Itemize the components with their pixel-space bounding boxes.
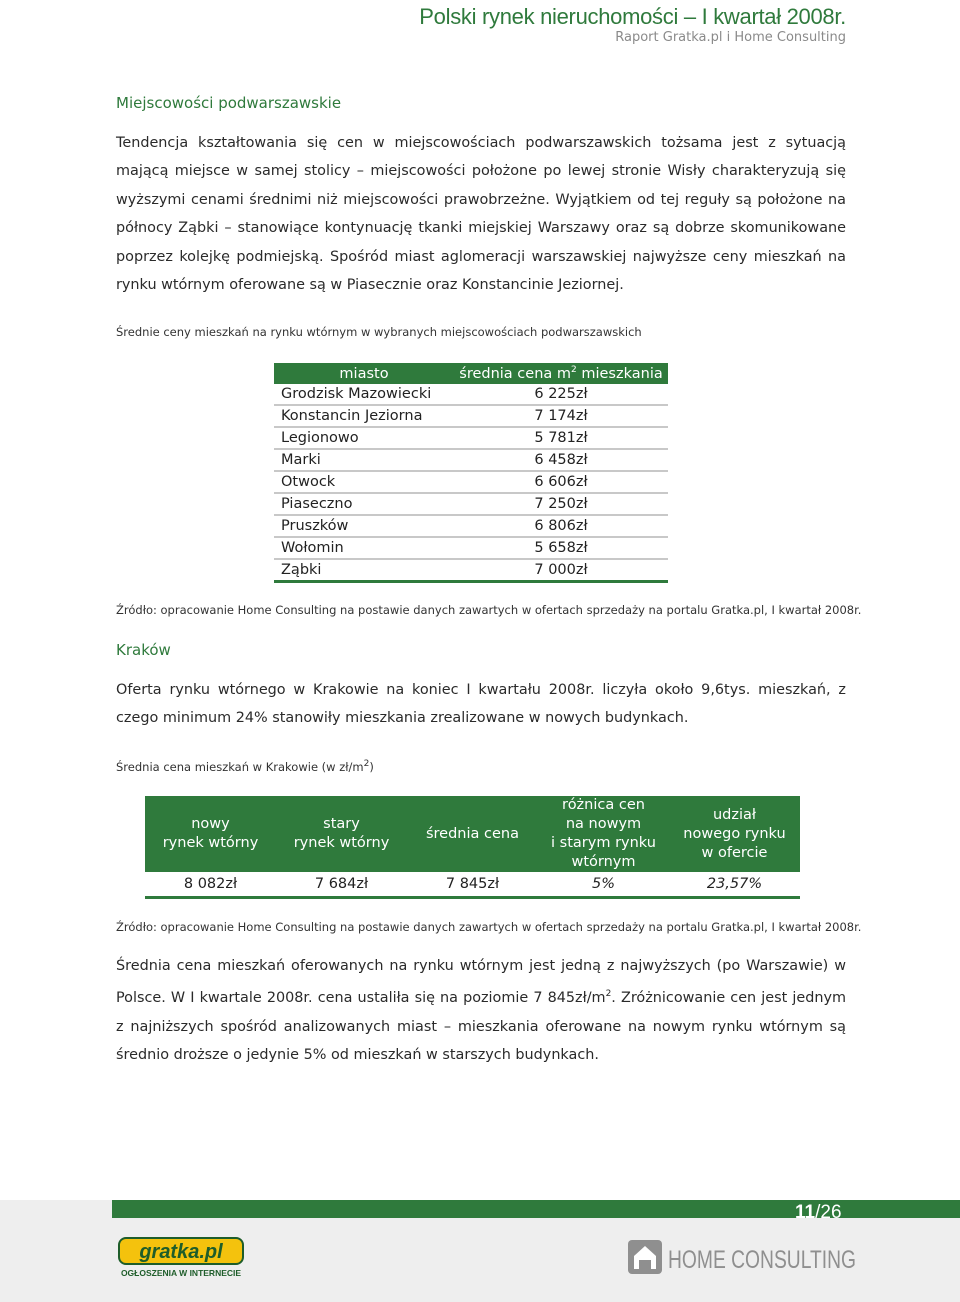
city-cell: Legionowo bbox=[274, 427, 454, 449]
city-cell: Pruszków bbox=[274, 515, 454, 537]
source-note-krakow: Źródło: opracowanie Home Consulting na postawie danych zawartych w ofertach sprzedaży na portalu Gratka.pl, I kwartał 2008r. bbox=[116, 920, 862, 934]
source-note-suburbs: Źródło: opracowanie Home Consulting na postawie danych zawartych w ofertach sprzedaży na portalu Gratka.pl, I kwartał 2008r. bbox=[116, 603, 862, 617]
column-header-old-secondary: stary rynek wtórny bbox=[276, 796, 407, 872]
gratka-logo-text: gratka.pl bbox=[139, 1241, 223, 1263]
paragraph-suburbs: Tendencja kształtowania się cen w miejscowościach podwarszawskich tożsama jest z sytuacją mającą miejsce w samej stolicy – miejscowości położone po lewej stronie Wisły charakteryzują się wyższymi cenami średnimi niż miejscowości prawobrzeżne. Wyjątkiem od tej reguły są położone na północy Ząbki – stanowiące kontynuację tkanki miejskiej Warszawy oraz są dobrze skomunikowane poprzez kolejkę podmiejską. Spośród miast aglomeracji warszawskiej najwyższe ceny mieszkań na rynku wtórnym oferowane są w Piasecznie oraz Konstancinie Jeziornej. bbox=[116, 135, 846, 294]
table-row bbox=[274, 427, 668, 449]
table-caption-krakow bbox=[116, 759, 374, 774]
price-cell: 7 174zł bbox=[454, 405, 668, 427]
value-cell-new-secondary: 8 082zł bbox=[145, 872, 276, 898]
table-row bbox=[274, 515, 668, 537]
home-consulting-logo-text: HOME CONSULTING bbox=[668, 1246, 856, 1274]
city-cell: Marki bbox=[274, 449, 454, 471]
page-total: 26 bbox=[820, 1202, 842, 1223]
price-cell: 5 781zł bbox=[454, 427, 668, 449]
value-cell-price-difference: 5% bbox=[538, 872, 669, 898]
section-heading-krakow: Kraków bbox=[116, 641, 171, 659]
price-cell: 7 250zł bbox=[454, 493, 668, 515]
page-current: 11 bbox=[795, 1202, 816, 1223]
column-header-average-price: średnia cena bbox=[407, 796, 538, 872]
table-row bbox=[274, 471, 668, 493]
table-caption-krakow-sup: 2 bbox=[363, 759, 370, 769]
column-header-price-suffix: mieszkania bbox=[576, 365, 663, 382]
city-cell: Ząbki bbox=[274, 559, 454, 582]
city-cell: Otwock bbox=[274, 471, 454, 493]
value-cell-new-share: 23,57% bbox=[669, 872, 800, 898]
table-row bbox=[274, 537, 668, 559]
home-consulting-logo bbox=[626, 1236, 858, 1276]
value-cell-old-secondary: 7 684zł bbox=[276, 872, 407, 898]
column-header-new-share: udział nowego rynku w ofercie bbox=[669, 796, 800, 872]
city-cell: Grodzisk Mazowiecki bbox=[274, 384, 454, 405]
table-header-row bbox=[145, 796, 800, 872]
column-header-price bbox=[454, 363, 668, 384]
table-row bbox=[274, 559, 668, 582]
city-cell: Piaseczno bbox=[274, 493, 454, 515]
page-number bbox=[795, 1202, 842, 1224]
price-cell: 6 225zł bbox=[454, 384, 668, 405]
column-header-city: miasto bbox=[274, 363, 454, 384]
table-row bbox=[274, 384, 668, 405]
price-cell: 6 458zł bbox=[454, 449, 668, 471]
report-subtitle: Raport Gratka.pl i Home Consulting bbox=[615, 30, 846, 45]
price-cell: 5 658zł bbox=[454, 537, 668, 559]
closing-text-sup: 2 bbox=[605, 989, 612, 1000]
table-caption-krakow-suffix: ) bbox=[369, 759, 374, 774]
price-cell: 7 000zł bbox=[454, 559, 668, 582]
table-row bbox=[274, 493, 668, 515]
page-separator: / bbox=[815, 1202, 821, 1223]
city-cell: Wołomin bbox=[274, 537, 454, 559]
column-header-price-sup: 2 bbox=[571, 365, 577, 376]
table-row bbox=[274, 405, 668, 427]
closing-text-part2: . Zróżnicowanie cen jest jednym z najniższych spośród analizowanych miast – mieszkania oferowane na nowym rynku wtórnym są średnio droższe o jedynie 5% od mieszkań w starszych budynkach. bbox=[116, 990, 846, 1064]
table-row bbox=[274, 449, 668, 471]
gratka-logo bbox=[117, 1236, 245, 1280]
price-cell: 6 806zł bbox=[454, 515, 668, 537]
table-row bbox=[145, 872, 800, 898]
table-header-row bbox=[274, 363, 668, 384]
table-caption-suburbs: Średnie ceny mieszkań na rynku wtórnym w wybranych miejscowościach podwarszawskich bbox=[116, 325, 642, 339]
gratka-logo-tagline: OGŁOSZENIA W INTERNECIE bbox=[120, 1268, 242, 1278]
column-header-price-difference: różnica cen na nowym i starym rynku wtórnym bbox=[538, 796, 669, 872]
krakow-price-table bbox=[145, 796, 800, 899]
value-cell-average-price: 7 845zł bbox=[407, 872, 538, 898]
city-cell: Konstancin Jeziorna bbox=[274, 405, 454, 427]
closing-text-part1: Średnia cena mieszkań oferowanych na rynku wtórnym jest jedną z najwyższych (po Warszawie) w Polsce. W I kwartale 2008r. cena ustaliła się na poziomie 7 845zł/m bbox=[116, 958, 846, 1007]
table-caption-krakow-prefix: Średnia cena mieszkań w Krakowie (w zł/m bbox=[116, 759, 364, 774]
column-header-price-prefix: średnia cena m bbox=[459, 365, 572, 382]
section-heading-suburbs: Miejscowości podwarszawskie bbox=[116, 94, 342, 112]
price-cell: 6 606zł bbox=[454, 471, 668, 493]
column-header-new-secondary: nowy rynek wtórny bbox=[145, 796, 276, 872]
paragraph-krakow: Oferta rynku wtórnego w Krakowie na koniec I kwartału 2008r. liczyła około 9,6tys. mieszkań, z czego minimum 24% stanowiły mieszkania zrealizowane w nowych budynkach. bbox=[116, 682, 846, 727]
report-title: Polski rynek nieruchomości – I kwartał 2008r. bbox=[419, 4, 846, 29]
suburbs-price-table bbox=[274, 363, 668, 583]
paragraph-krakow-closing bbox=[116, 952, 846, 1069]
